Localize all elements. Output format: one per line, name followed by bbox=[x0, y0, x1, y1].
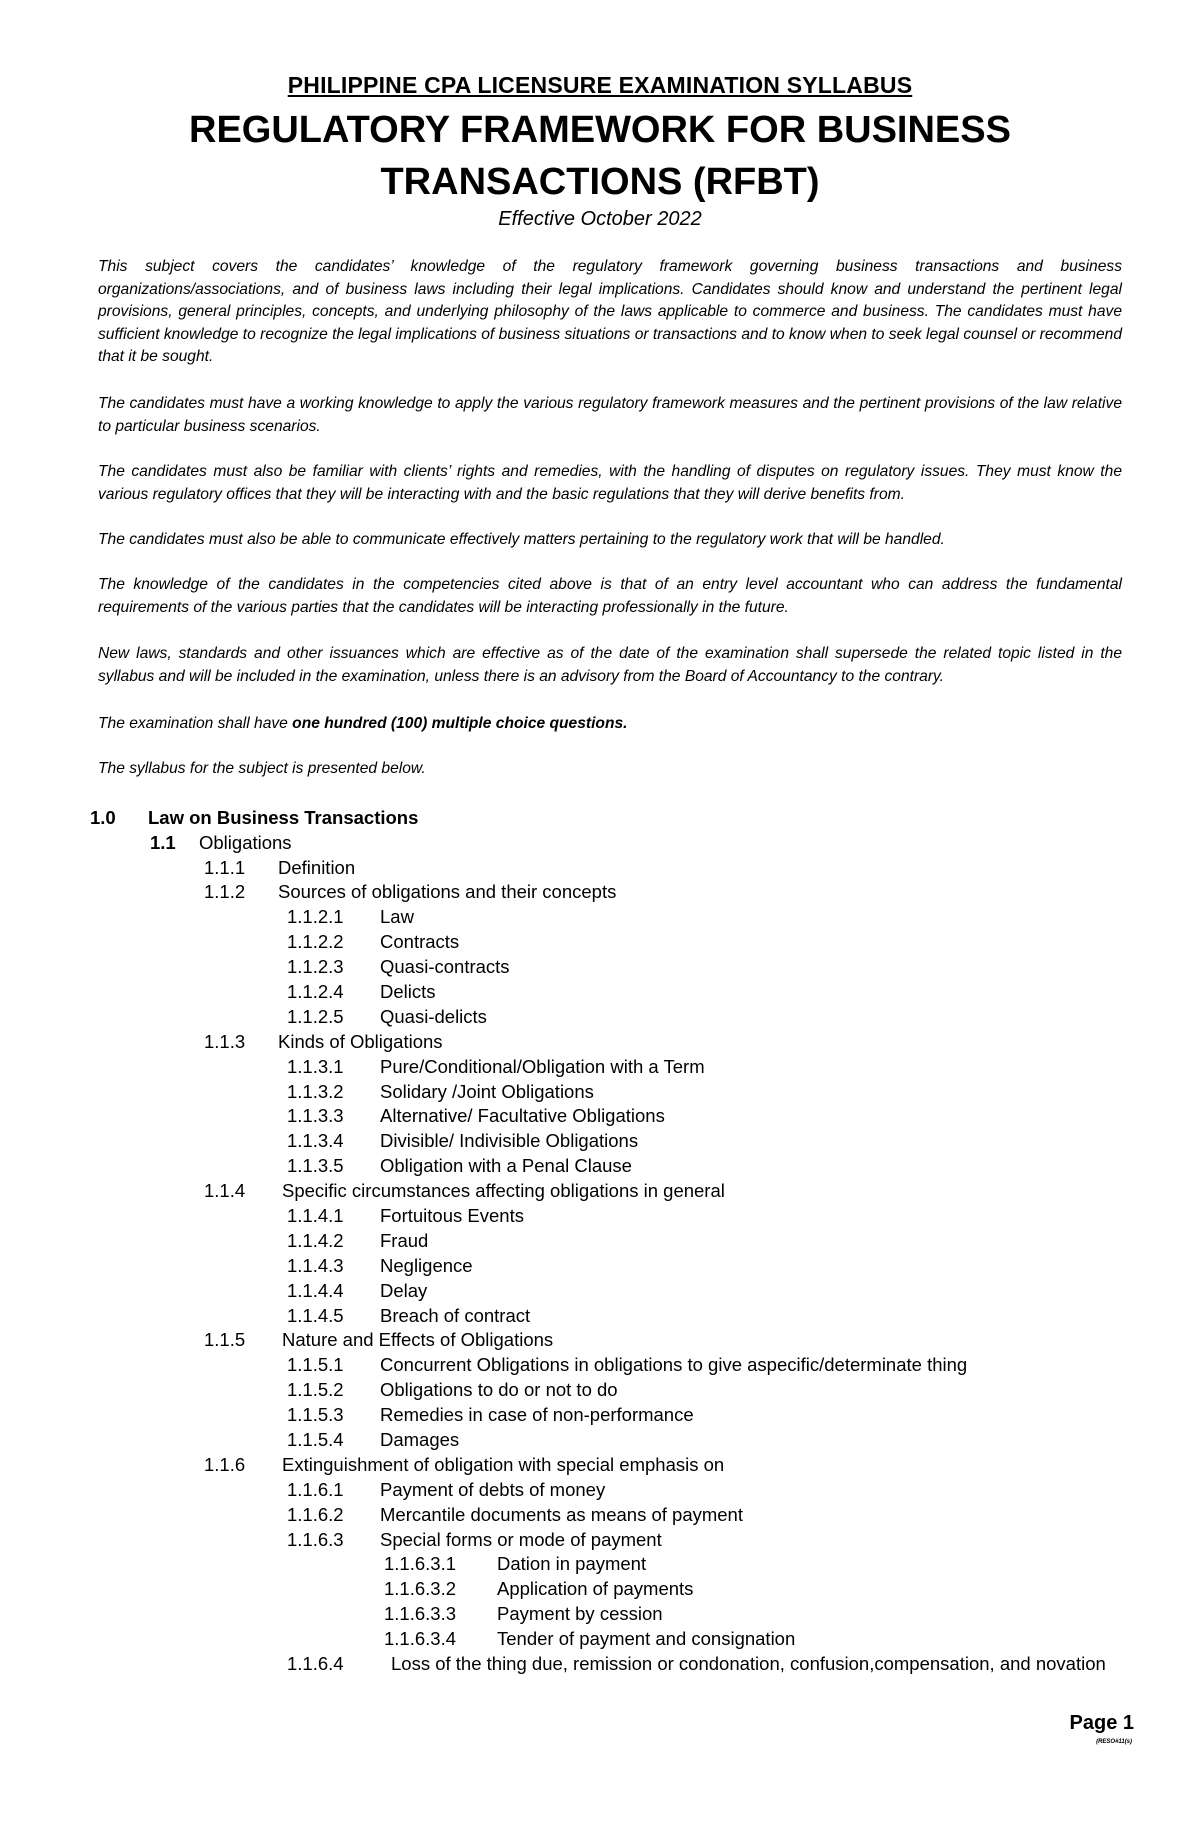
outline-topic: Dation in payment bbox=[497, 1553, 647, 1574]
question-count: one hundred (100) multiple choice questions. bbox=[292, 715, 628, 732]
effective-date: Effective October 2022 bbox=[498, 208, 702, 230]
outline-number: 1.1.6.3.4 bbox=[384, 1628, 457, 1649]
outline-number: 1.1.3 bbox=[204, 1031, 246, 1052]
outline-topic: Alternative/ Facultative Obligations bbox=[380, 1105, 665, 1126]
outline-number: 1.1.3.1 bbox=[287, 1056, 344, 1077]
outline-number: 1.1.2.3 bbox=[287, 956, 344, 977]
outline-topic: Obligation with a Penal Clause bbox=[380, 1155, 632, 1176]
outline-number: 1.1.2.2 bbox=[287, 931, 344, 952]
outline-number: 1.1.2 bbox=[204, 881, 246, 902]
exam-text: The examination shall have bbox=[98, 715, 293, 732]
outline-topic: Payment of debts of money bbox=[380, 1479, 606, 1500]
outline-number: 1.1.5.1 bbox=[287, 1354, 344, 1375]
outline-topic: Concurrent Obligations in obligations to give aspecific/determinate thing bbox=[380, 1354, 968, 1375]
outline-number: 1.1.6 bbox=[204, 1454, 246, 1475]
outline-number: 1.1.5.2 bbox=[287, 1379, 344, 1400]
outline-number: 1.1.2.4 bbox=[287, 981, 344, 1002]
outline-topic: Mercantile documents as means of payment bbox=[380, 1504, 743, 1525]
outline-topic: Fraud bbox=[380, 1230, 429, 1251]
outline-number: 1.1.6.4 bbox=[287, 1653, 344, 1674]
outline-number: 1.1.5.4 bbox=[287, 1429, 344, 1450]
outline-topic: Pure/Conditional/Obligation with a Term bbox=[380, 1056, 705, 1077]
outline-number: 1.1.6.1 bbox=[287, 1479, 344, 1500]
intro-paragraph-1: This subject covers the candidates’ knowledge of the regulatory framework governing business transactions and business organizations/associations, and of business laws including their legal implications. Candidates should know and understand the pertinent legal provisions, general principles, concepts, and underlying philosophy of the laws applicable to commerce and business. The candidates must have sufficient knowledge to recognize the legal implications of business situations or transactions and to know when to seek legal counsel or recommend that it be sought. bbox=[98, 258, 1122, 365]
outline-number: 1.1 bbox=[150, 832, 176, 853]
outline-topic: Nature and Effects of Obligations bbox=[282, 1329, 554, 1350]
outline-topic: Delicts bbox=[380, 981, 436, 1002]
outline-number: 1.1.4.1 bbox=[287, 1205, 344, 1226]
outline-topic: Negligence bbox=[380, 1255, 473, 1276]
outline-topic: Remedies in case of non-performance bbox=[380, 1404, 694, 1425]
intro-paragraph-3: The candidates must also be familiar with clients’ rights and remedies, with the handling of disputes on regulatory issues. They must know the various regulatory offices that they will be interacting with and the basic regulations that they will derive benefits from. bbox=[98, 463, 1122, 503]
outline-topic: Sources of obligations and their concepts bbox=[278, 881, 617, 902]
outline-number: 1.1.4.2 bbox=[287, 1230, 344, 1251]
outline-number: 1.1.4.5 bbox=[287, 1305, 344, 1326]
intro-paragraph-7 bbox=[98, 713, 1122, 736]
outline-number: 1.1.6.3.3 bbox=[384, 1603, 457, 1624]
outline-number: 1.1.6.3 bbox=[287, 1529, 344, 1550]
syllabus-heading: PHILIPPINE CPA LICENSURE EXAMINATION SYLLABUS bbox=[287, 72, 913, 98]
intro-paragraph-4: The candidates must also be able to communicate effectively matters pertaining to the regulatory work that will be handled. bbox=[98, 531, 945, 548]
outline-topic: Solidary /Joint Obligations bbox=[380, 1081, 594, 1102]
outline-topic: Divisible/ Indivisible Obligations bbox=[380, 1130, 639, 1151]
outline-number: 1.0 bbox=[90, 807, 116, 828]
outline-topic: Obligations bbox=[199, 832, 292, 853]
page-number: Page 1 bbox=[1069, 1712, 1134, 1734]
outline-number: 1.1.6.3.2 bbox=[384, 1578, 457, 1599]
outline-number: 1.1.4 bbox=[204, 1180, 246, 1201]
outline-number: 1.1.6.3.1 bbox=[384, 1553, 457, 1574]
outline-topic: Tender of payment and consignation bbox=[497, 1628, 796, 1649]
outline-number: 1.1.5.3 bbox=[287, 1404, 344, 1425]
intro-paragraph-8: The syllabus for the subject is presented below. bbox=[98, 760, 426, 777]
outline-number: 1.1.4.4 bbox=[287, 1280, 344, 1301]
outline-topic: Loss of the thing due, remission or condonation, confusion,compensation, and novation bbox=[391, 1653, 1106, 1674]
outline-topic: Law bbox=[380, 906, 414, 927]
outline-topic: Fortuitous Events bbox=[380, 1205, 524, 1226]
outline-topic: Quasi-contracts bbox=[380, 956, 510, 977]
outline-number: 1.1.5 bbox=[204, 1329, 246, 1350]
outline-topic: Definition bbox=[278, 857, 356, 878]
outline-number: 1.1.3.2 bbox=[287, 1081, 344, 1102]
outline-topic: Quasi-delicts bbox=[380, 1006, 487, 1027]
outline-number: 1.1.2.1 bbox=[287, 906, 344, 927]
outline-topic: Extinguishment of obligation with special emphasis on bbox=[282, 1454, 725, 1475]
outline-topic: Law on Business Transactions bbox=[148, 807, 419, 828]
outline-number: 1.1.1 bbox=[204, 857, 246, 878]
outline-number: 1.1.2.5 bbox=[287, 1006, 344, 1027]
outline-topic: Damages bbox=[380, 1429, 460, 1450]
outline-topic: Payment by cession bbox=[497, 1603, 663, 1624]
outline-number: 1.1.3.3 bbox=[287, 1105, 344, 1126]
resolution-code: (RESO#11(s) bbox=[1096, 1739, 1132, 1745]
outline-number: 1.1.3.5 bbox=[287, 1155, 344, 1176]
intro-paragraph-5: The knowledge of the candidates in the competencies cited above is that of an entry level accountant who can address the fundamental requirements of the various parties that the candidates will be interacting professionally in the future. bbox=[98, 576, 1122, 616]
outline-topic: Breach of contract bbox=[380, 1305, 531, 1326]
outline-number: 1.1.3.4 bbox=[287, 1130, 344, 1151]
intro-paragraph-2: The candidates must have a working knowledge to apply the various regulatory framework measures and the pertinent provisions of the law relative to particular business scenarios. bbox=[98, 395, 1122, 435]
outline-topic: Specific circumstances affecting obligations in general bbox=[282, 1180, 725, 1201]
outline-number: 1.1.4.3 bbox=[287, 1255, 344, 1276]
outline-topic: Special forms or mode of payment bbox=[380, 1529, 662, 1550]
outline-topic: Application of payments bbox=[497, 1578, 694, 1599]
outline-topic: Contracts bbox=[380, 931, 460, 952]
outline-topic: Kinds of Obligations bbox=[278, 1031, 443, 1052]
outline-topic: Obligations to do or not to do bbox=[380, 1379, 618, 1400]
intro-paragraph-6: New laws, standards and other issuances which are effective as of the date of the examination shall supersede the related topic listed in the syllabus and will be included in the examination, unless there is an advisory from the Board of Accountancy to the contrary. bbox=[98, 645, 1122, 685]
page-title: REGULATORY FRAMEWORK FOR BUSINESS TRANSACTIONS (RFBT) bbox=[189, 109, 1011, 203]
outline-topic: Delay bbox=[380, 1280, 428, 1301]
outline-number: 1.1.6.2 bbox=[287, 1504, 344, 1525]
